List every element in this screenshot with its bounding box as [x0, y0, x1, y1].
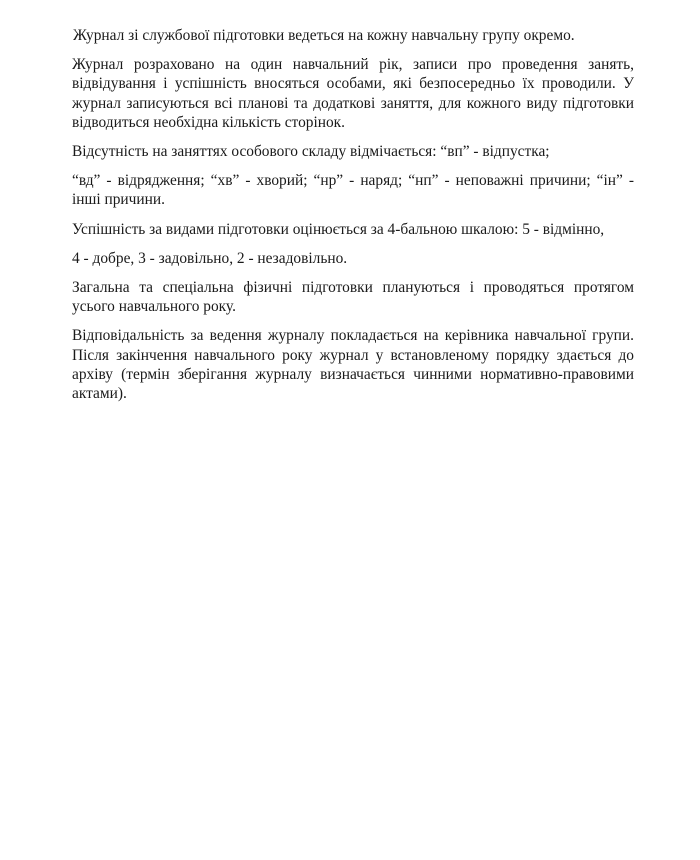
- paragraph-2: [72, 55, 634, 132]
- paragraph-2-text: Журнал розраховано на один навчальний рік, записи про проведення занять, відвідування і успішність вносяться особами, які безпосередньо їх проводили. У журнал записуються всі планові та додаткові заняття, для кожного виду підготовки відводиться необхідна кількість сторінок.: [72, 56, 634, 131]
- paragraph-1: [72, 26, 634, 45]
- paragraph-7-text: Загальна та спеціальна фізичні підготовки плануються і проводяться протягом усього навчального року.: [72, 279, 634, 316]
- paragraph-8-text: Відповідальність за ведення журналу покладається на керівника навчальної групи. Після закінчення навчального року журнал у встановленому порядку здається до архіву (термін зберігання журналу визначається чинними нормативно-правовими актами).: [72, 327, 634, 403]
- paragraph-7: [72, 278, 634, 316]
- paragraph-3-text: Відсутність на заняттях особового складу відмічається: “вп” - відпустка;: [72, 143, 550, 161]
- paragraph-3: [72, 142, 634, 161]
- paragraph-1-text: Журнал зі службової підготовки ведеться на кожну навчальну групу окремо.: [73, 27, 575, 44]
- paragraph-8: [72, 326, 634, 403]
- paragraph-4-text: “вд” - відрядження; “хв” - хворий; “нр” - наряд; “нп” - неповажні причини; “ін” - інші причини.: [72, 172, 634, 209]
- paragraph-5-text: Успішність за видами підготовки оцінюється за 4-бальною шкалою: 5 - відмінно,: [72, 220, 605, 238]
- paragraph-4: [72, 171, 634, 209]
- paragraph-5: [72, 220, 634, 239]
- paragraph-6-text: 4 - добре, 3 - задовільно, 2 - незадовільно.: [72, 249, 348, 267]
- paragraph-6: [72, 249, 634, 268]
- document-body: [72, 26, 634, 413]
